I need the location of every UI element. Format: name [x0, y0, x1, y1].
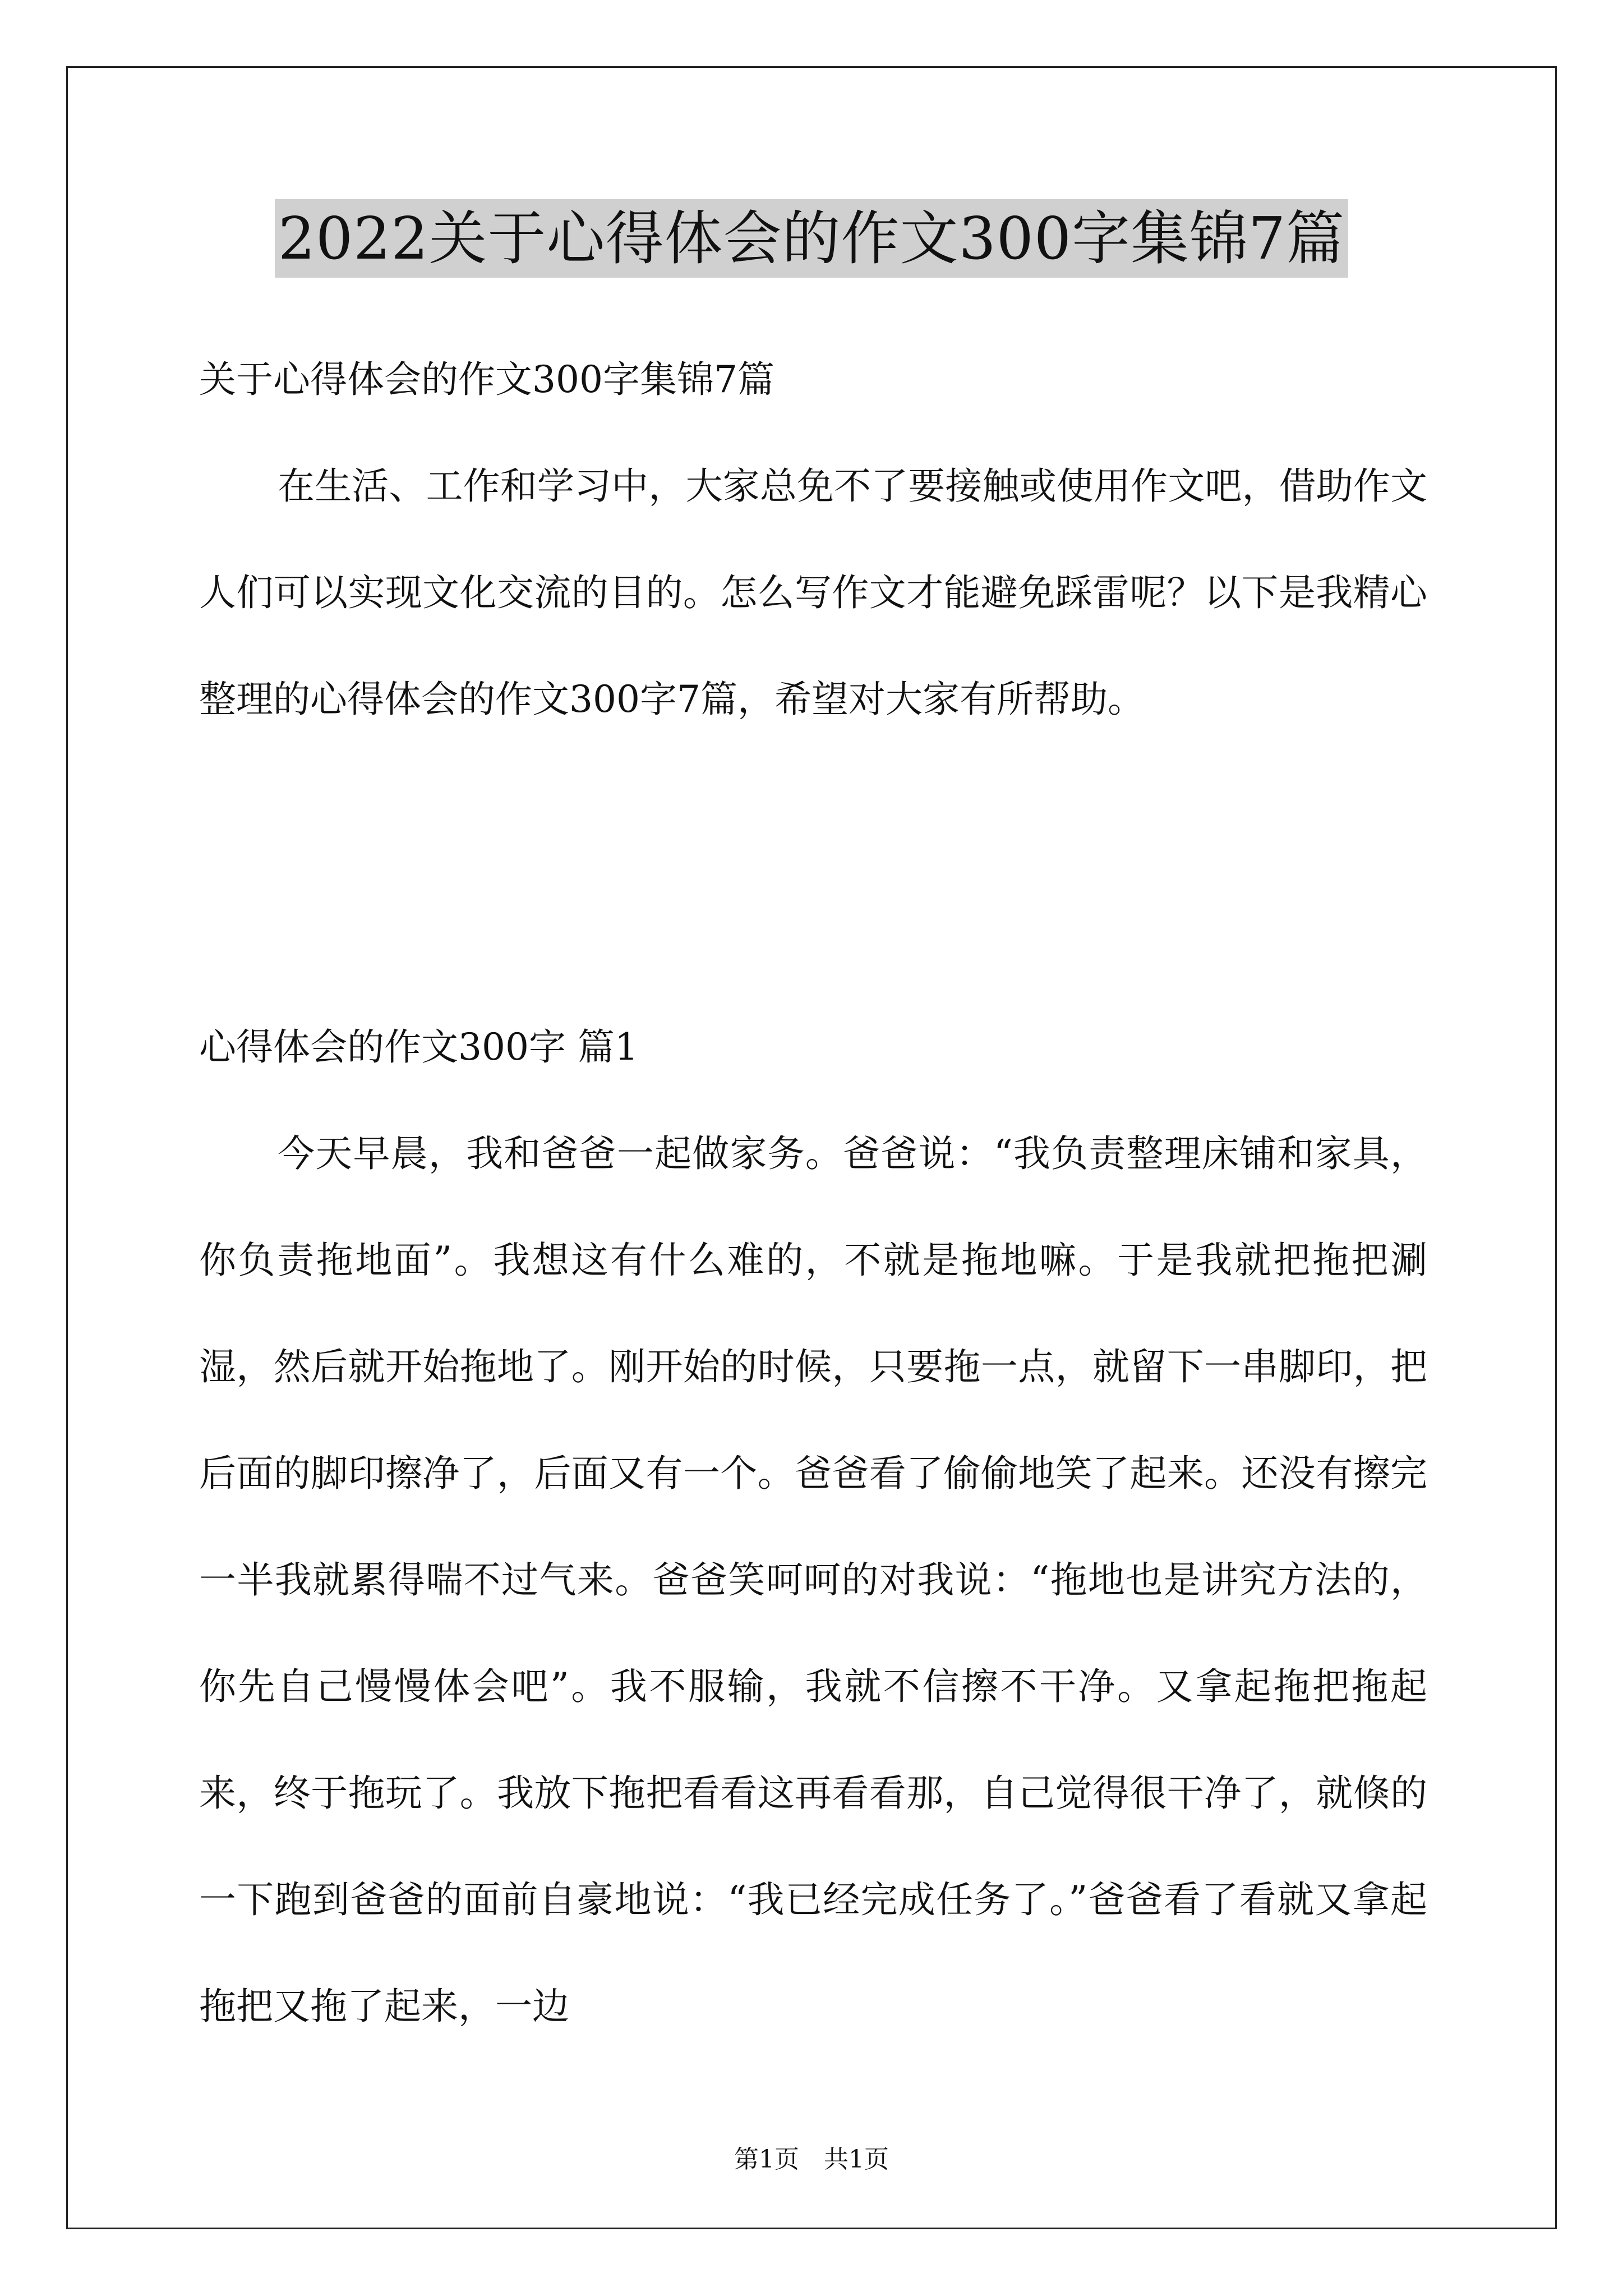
document-subtitle: 关于心得体会的作文300字集锦7篇: [199, 358, 774, 401]
section-body: 今天早晨，我和爸爸一起做家务。爸爸说：“我负责整理床铺和家具，你负责拖地面”。我想这有什么难的，不就是拖地嘛。于是我就把拖把涮湿，然后就开始拖地了。刚开始的时候，只要拖一点，就留下一串脚印，把后面的脚印擦净了，后面又有一个。爸爸看了偷偷地笑了起来。还没有擦完一半我就累得喘不过气来。爸爸笑呵呵的对我说：“拖地也是讲究方法的，你先自己慢慢体会吧”。我不服输，我就不信擦不干净。又拿起拖把拖起来，终于拖玩了。我放下拖把看看这再看看那，自己觉得很干净了，就倏的一下跑到爸爸的面前自豪地说：“我已经完成任务了。”爸爸看了看就又拿起拖把又拖了起来，一边: [199, 1132, 1427, 2028]
page-number-current: 第1页: [734, 2145, 799, 2174]
page-number-total: 共1页: [824, 2145, 889, 2174]
title-wrapper: [0, 199, 1623, 278]
document-title: 2022关于心得体会的作文300字集锦7篇: [275, 199, 1348, 278]
section-heading: 心得体会的作文300字 篇1: [199, 1025, 638, 1069]
page-footer: [0, 2143, 1623, 2177]
intro-paragraph: 在生活、工作和学习中，大家总免不了要接触或使用作文吧，借助作文人们可以实现文化交流的目的。怎么写作文才能避免踩雷呢？以下是我精心整理的心得体会的作文300字7篇，希望对大家有所帮助。: [199, 464, 1427, 721]
